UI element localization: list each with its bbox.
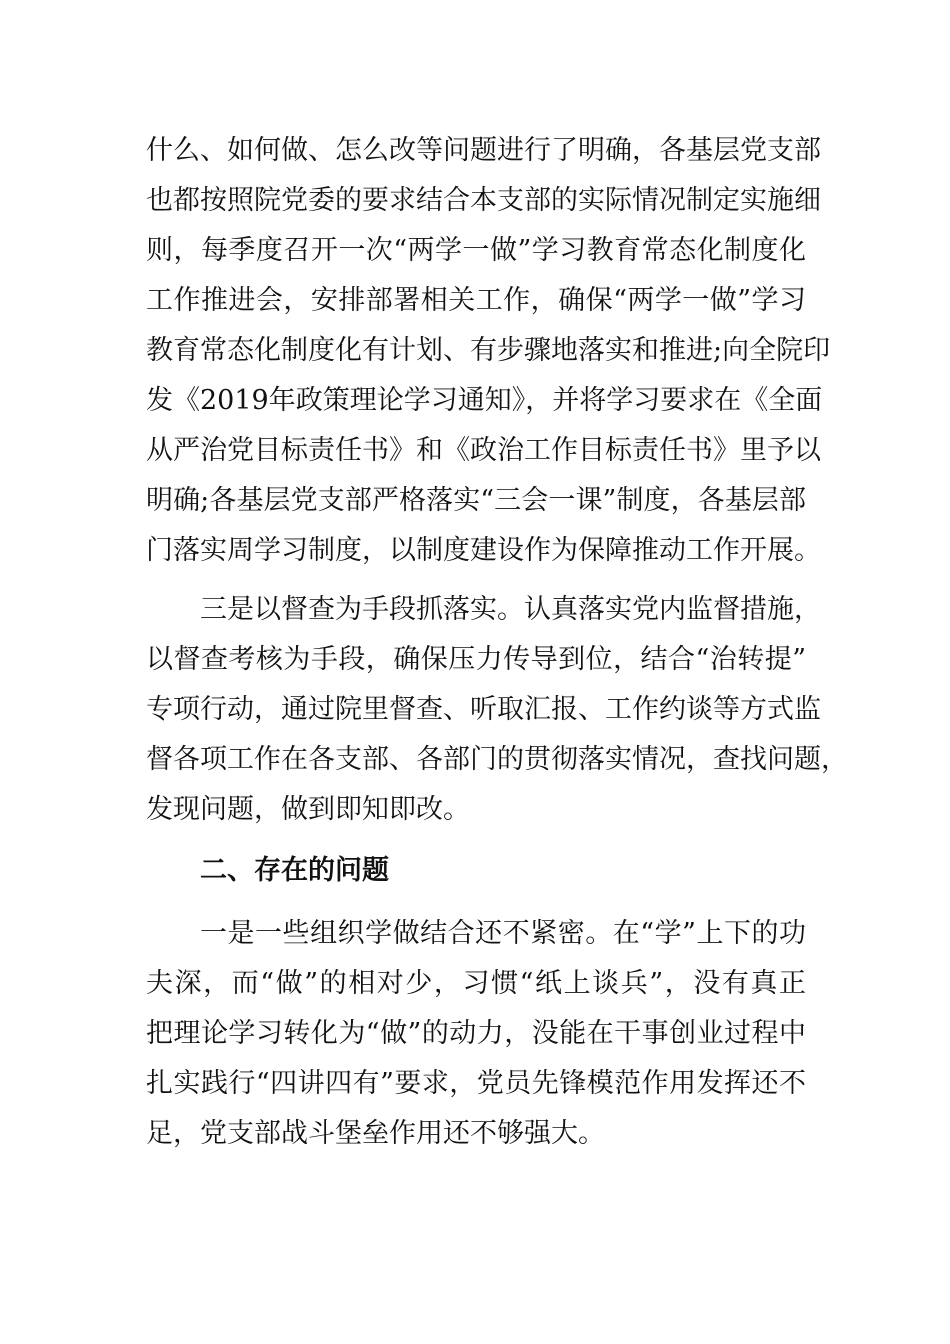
paragraph-line: 足，党支部战斗堡垒作用还不够强大。: [146, 1118, 605, 1149]
paragraph-line: 专项行动，通过院里督查、听取汇报、工作约谈等方式监: [146, 694, 821, 725]
paragraph-line: 扎实践行“四讲四有”要求，党员先锋模范作用发挥还不: [146, 1068, 806, 1099]
paragraph-line: 夫深，而“做”的相对少，习惯“纸上谈兵”，没有真正: [146, 968, 806, 999]
paragraph-line: 教育常态化制度化有计划、有步骤地落实和推进;向全院印: [146, 335, 831, 366]
paragraph-line: 工作推进会，安排部署相关工作，确保“两学一做”学习: [146, 285, 806, 316]
paragraph-line: 以督查考核为手段，确保压力传导到位，结合“治转提”: [146, 644, 806, 675]
paragraph-line: 把理论学习转化为“做”的动力，没能在干事创业过程中: [146, 1018, 806, 1049]
paragraph-line: 明确;各基层党支部严格落实“三会一课”制度，各基层部: [146, 485, 806, 516]
paragraph-line: 也都按照院党委的要求结合本支部的实际情况制定实施细: [146, 185, 821, 216]
paragraph-line: 一是一些组织学做结合还不紧密。在“学”上下的功: [200, 918, 806, 949]
paragraph-line: 发现问题，做到即知即改。: [146, 794, 470, 825]
paragraph-line: 则，每季度召开一次“两学一做”学习教育常态化制度化: [146, 235, 806, 266]
paragraph-line: 督各项工作在各支部、各部门的贯彻落实情况，查找问题，: [146, 744, 848, 775]
section-heading: 二、存在的问题: [200, 855, 389, 886]
paragraph-line: 什么、如何做、怎么改等问题进行了明确，各基层党支部: [146, 135, 821, 166]
paragraph-line: 三是以督查为手段抓落实。认真落实党内监督措施，: [200, 594, 821, 625]
paragraph-line: 从严治党目标责任书》和《政治工作目标责任书》里予以: [146, 435, 821, 466]
paragraph-line: 门落实周学习制度，以制度建设作为保障推动工作开展。: [146, 535, 821, 566]
paragraph-line: 发《2019年政策理论学习通知》，并将学习要求在《全面: [146, 385, 823, 416]
